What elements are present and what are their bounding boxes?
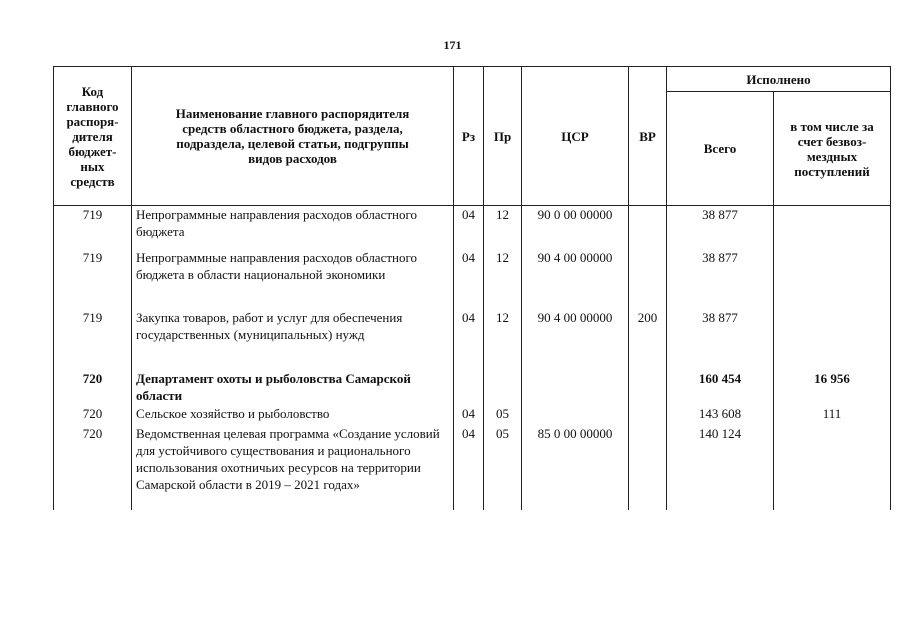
row-total: 38 877 — [667, 306, 774, 367]
row-total: 38 877 — [667, 246, 774, 306]
row-free: 111 — [774, 405, 891, 425]
table-row — [54, 367, 891, 405]
header-incl-free: в том числе за счет безвоз- мездных поступлений — [774, 92, 891, 206]
row-vr — [629, 367, 667, 405]
table-row — [54, 425, 891, 510]
row-code: 719 — [54, 206, 132, 246]
row-total: 160 454 — [667, 367, 774, 405]
row-csr — [522, 405, 629, 425]
row-vr — [629, 246, 667, 306]
header-rz: Рз — [454, 67, 484, 206]
row-pr: 12 — [484, 306, 522, 367]
row-name: Непрограммные направления расходов областного бюджета в области национальной экономики — [132, 246, 454, 306]
table-row — [54, 306, 891, 367]
row-rz: 04 — [454, 425, 484, 510]
row-rz: 04 — [454, 246, 484, 306]
table-body — [54, 206, 891, 510]
row-rz: 04 — [454, 405, 484, 425]
row-name: Ведомственная целевая программа «Создание условий для устойчивого существования и рационального использования охотничьих ресурсов на территории Самарской области в 2019 – 2021 годах» — [132, 425, 454, 510]
header-name: Наименование главного распорядителя средств областного бюджета, раздела, подраздела, целевой статьи, подгруппы видов расходов — [132, 67, 454, 206]
row-pr — [484, 367, 522, 405]
row-rz — [454, 367, 484, 405]
row-csr: 90 4 00 00000 — [522, 306, 629, 367]
row-csr: 85 0 00 00000 — [522, 425, 629, 510]
row-vr: 200 — [629, 306, 667, 367]
row-code: 719 — [54, 246, 132, 306]
row-csr: 90 4 00 00000 — [522, 246, 629, 306]
row-total: 38 877 — [667, 206, 774, 246]
row-vr — [629, 206, 667, 246]
header-total: Всего — [667, 92, 774, 206]
header-csr: ЦСР — [522, 67, 629, 206]
header-vr: ВР — [629, 67, 667, 206]
header-executed: Исполнено — [667, 67, 891, 92]
row-pr: 05 — [484, 425, 522, 510]
row-total: 140 124 — [667, 425, 774, 510]
row-code: 720 — [54, 367, 132, 405]
row-free — [774, 246, 891, 306]
row-csr: 90 0 00 00000 — [522, 206, 629, 246]
row-vr — [629, 425, 667, 510]
row-free — [774, 306, 891, 367]
row-free: 16 956 — [774, 367, 891, 405]
row-csr — [522, 367, 629, 405]
row-code: 720 — [54, 425, 132, 510]
row-rz: 04 — [454, 306, 484, 367]
header-code: Код главного распоря- дителя бюджет- ных средств — [54, 67, 132, 206]
row-rz: 04 — [454, 206, 484, 246]
budget-table — [53, 66, 891, 510]
row-code: 719 — [54, 306, 132, 367]
row-pr: 12 — [484, 246, 522, 306]
row-pr: 05 — [484, 405, 522, 425]
row-vr — [629, 405, 667, 425]
row-code: 720 — [54, 405, 132, 425]
header-pr: Пр — [484, 67, 522, 206]
table-row — [54, 246, 891, 306]
row-total: 143 608 — [667, 405, 774, 425]
row-name: Департамент охоты и рыболовства Самарской области — [132, 367, 454, 405]
row-name: Непрограммные направления расходов областного бюджета — [132, 206, 454, 246]
row-pr: 12 — [484, 206, 522, 246]
table-row — [54, 405, 891, 425]
page-number: 171 — [443, 38, 462, 52]
row-name: Сельское хозяйство и рыболовство — [132, 405, 454, 425]
row-free — [774, 425, 891, 510]
row-free — [774, 206, 891, 246]
row-name: Закупка товаров, работ и услуг для обеспечения государственных (муниципальных) нужд — [132, 306, 454, 367]
table-row — [54, 206, 891, 246]
